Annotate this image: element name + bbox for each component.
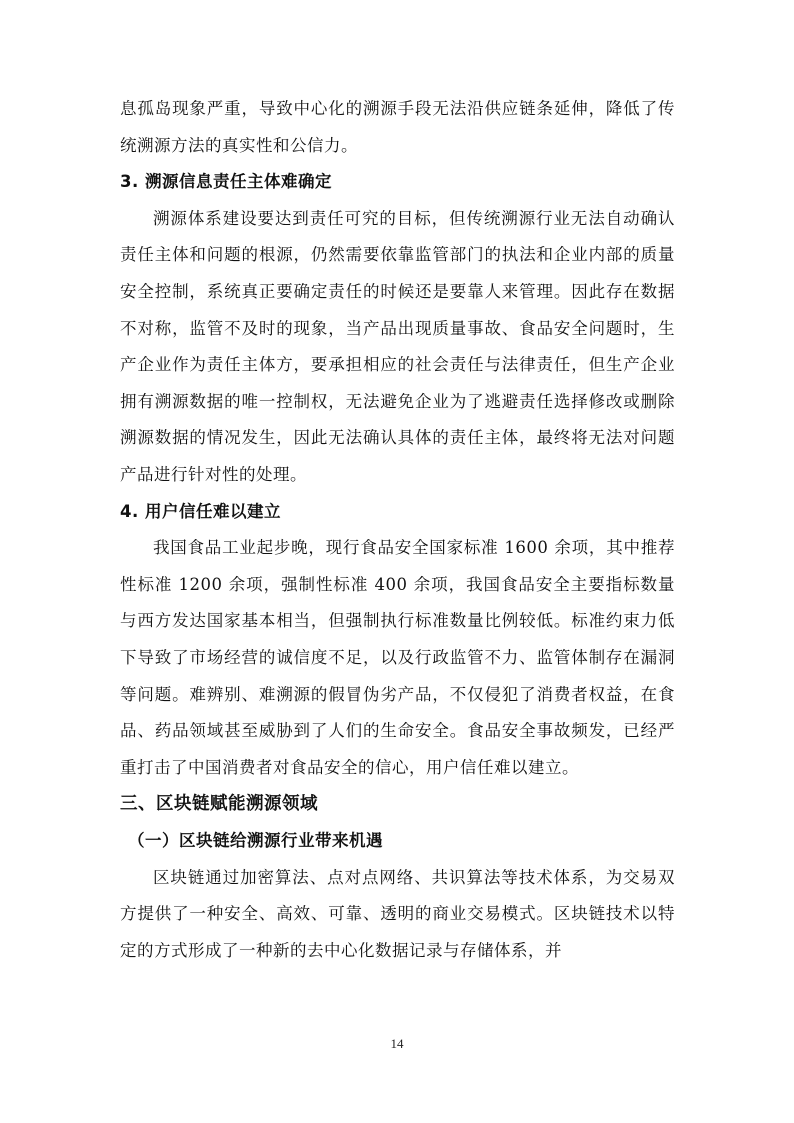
- page-body: [120, 91, 675, 970]
- paragraph-responsibility: 溯源体系建设要达到责任可究的目标，但传统溯源行业无法自动确认责任主体和问题的根源，仍然需要依靠监管部门的执法和企业内部的质量安全控制，系统真正要确定责任的时候还是要靠人来管理。因此存在数据不对称，监管不及时的现象，当产品出现质量事故、食品安全问题时，生产企业作为责任主体方，要承担相应的社会责任与法律责任，但生产企业拥有溯源数据的唯一控制权，无法避免企业为了逃避责任选择修改或删除溯源数据的情况发生，因此无法确认具体的责任主体，最终将无法对问题产品进行针对性的处理。: [120, 208, 675, 484]
- section-heading: 三、区块链赋能溯源领域: [120, 794, 318, 815]
- page-number: 14: [390, 1036, 404, 1051]
- subsection-heading: （一）区块链给溯源行业带来机遇: [128, 831, 383, 851]
- heading-responsibility: 3. 溯源信息责任主体难确定: [120, 172, 332, 192]
- paragraph-continued: 息孤岛现象严重，导致中心化的溯源手段无法沿供应链条延伸，降低了传统溯源方法的真实性和公信力。: [120, 99, 675, 155]
- paragraph-user-trust: 我国食品工业起步晚，现行食品安全国家标准 1600 余项，其中推荐性标准 1200 余项，强制性标准 400 余项，我国食品安全主要指标数量与西方发达国家基本相当，但强制执行标准数量比例较低。标准约束力低下导致了市场经营的诚信度不足，以及行政监管不力、监管体制存在漏洞等问题。难辨别、难溯源的假冒伪劣产品，不仅侵犯了消费者权益，在食品、药品领域甚至威胁到了人们的生命安全。食品安全事故频发，已经严重打击了中国消费者对食品安全的信心，用户信任难以建立。: [120, 538, 675, 777]
- paragraph-blockchain: 区块链通过加密算法、点对点网络、共识算法等技术体系，为交易双方提供了一种安全、高效、可靠、透明的商业交易模式。区块链技术以特定的方式形成了一种新的去中心化数据记录与存储体系，并: [120, 867, 675, 961]
- heading-user-trust: 4. 用户信任难以建立: [120, 501, 281, 521]
